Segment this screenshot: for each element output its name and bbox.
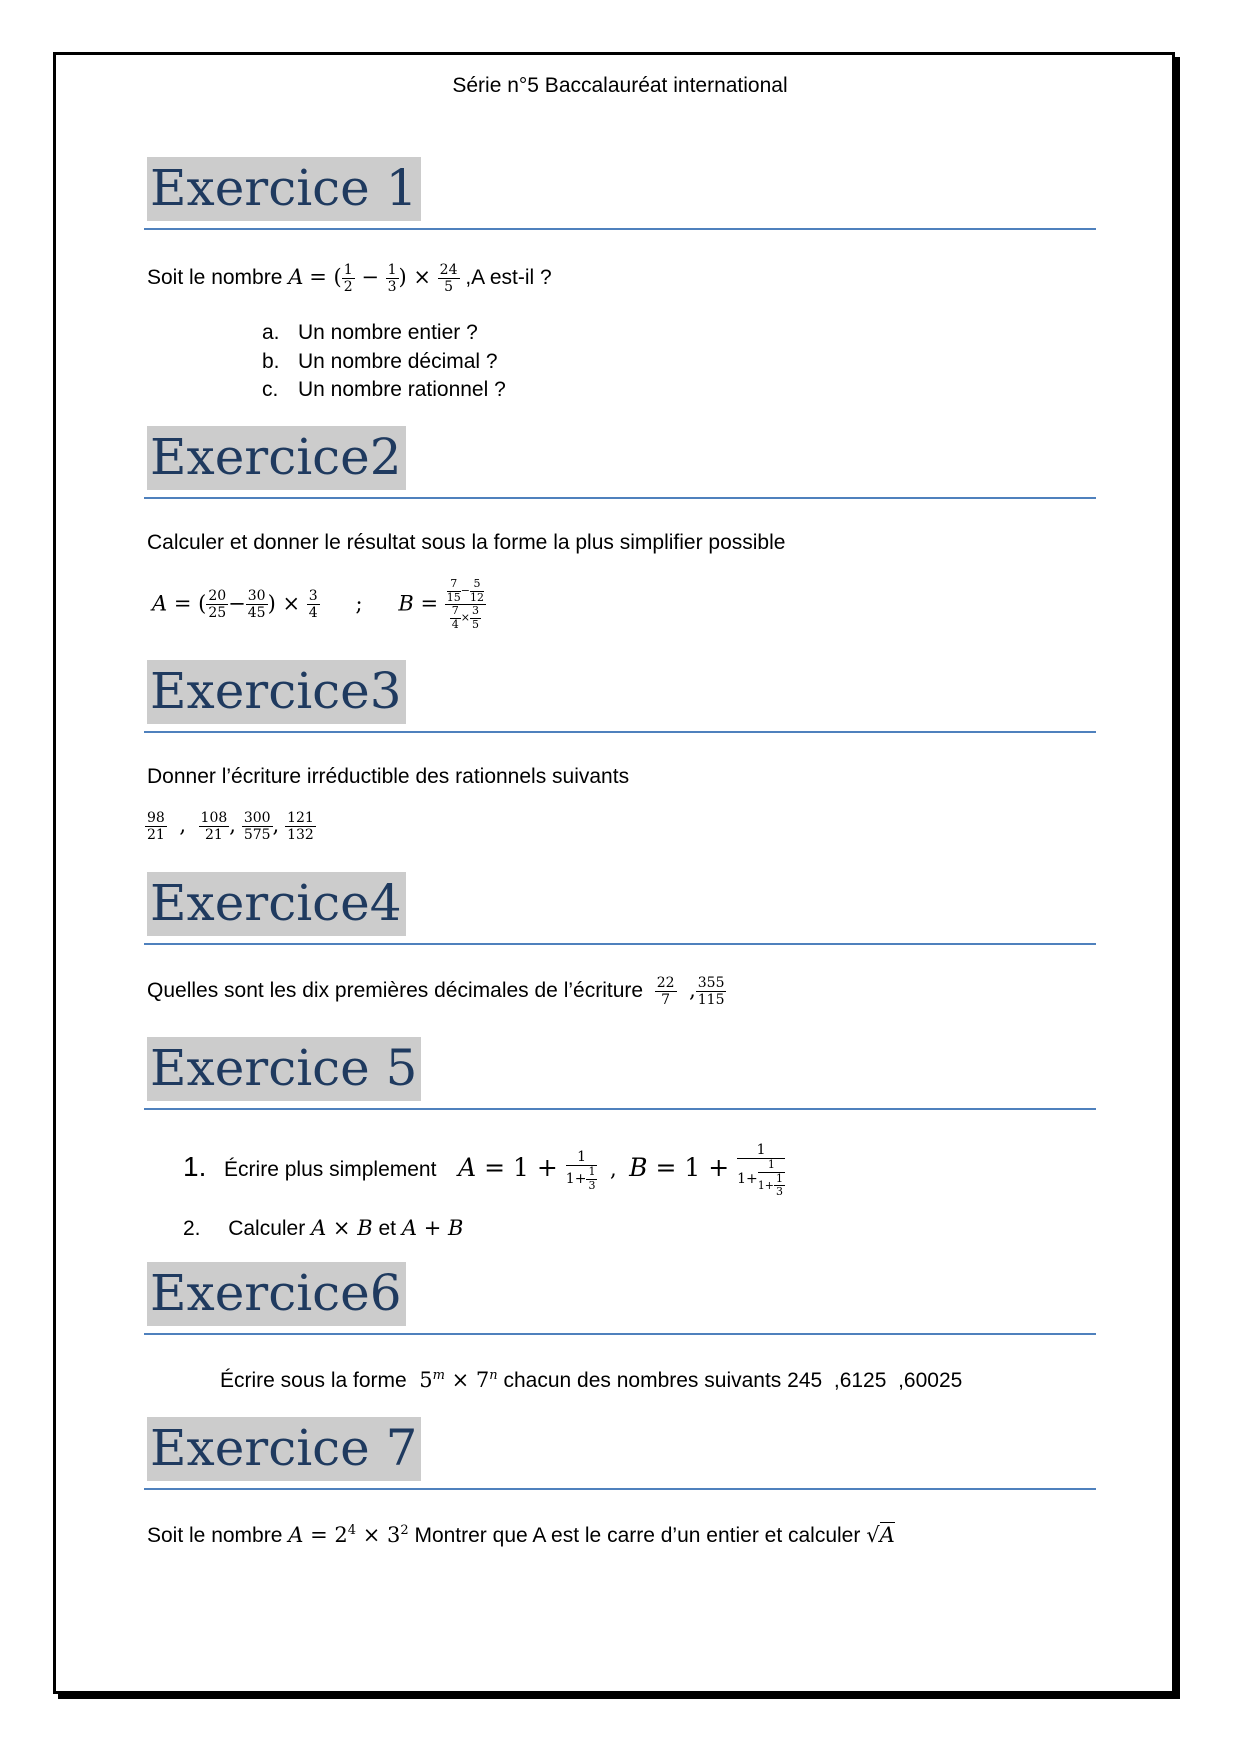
item-2-and: et bbox=[378, 1217, 396, 1240]
fraction: $\frac{121}{132}$ bbox=[287, 810, 314, 844]
exercise-5-title: Exercice 5 bbox=[147, 1037, 421, 1101]
page-header: Série n°5 Baccalauréat international bbox=[452, 74, 788, 97]
fraction: $\frac{300}{575}$ bbox=[243, 810, 271, 844]
exercise-1-options bbox=[262, 319, 506, 405]
exercise-1-suffix: ,A est-il ? bbox=[465, 266, 552, 290]
exercise-1-rule bbox=[144, 228, 1096, 230]
exercise-7-rule bbox=[144, 1488, 1096, 1490]
item-1-number: 1. bbox=[183, 1151, 207, 1183]
exercise-2-instruction: Calculer et donner le résultat sous la forme la plus simplifier possible bbox=[147, 531, 786, 554]
exercise-4-rule bbox=[144, 943, 1096, 945]
exercise-6-statement: Écrire sous la forme $5^m \times 7^n$ chacun des nombres suivants 245 ,6125 ,60025 bbox=[220, 1368, 963, 1392]
exercise-7-statement: Soit le nombre $A = 2^4 \times 3^2$ Montrer que A est le carre d’un entier et calculer √A bbox=[147, 1523, 895, 1547]
fraction: $\frac{22}{7}$ bbox=[656, 975, 675, 1009]
exercise-3-instruction: Donner l’écriture irréductible des rationnels suivants bbox=[147, 765, 630, 788]
exercise-6-title: Exercice6 bbox=[147, 1262, 406, 1326]
exercise-3-fractions: $\frac{98}{21}$ , $\frac{108}{21}$ , $\frac{300}{575}$ , $\frac{121}{132}$ bbox=[147, 810, 314, 844]
exercise-5-item-1: 1. Écrire plus simplement A = 1 + 1 1+ $\frac{1}{3}$ , B = 1 + 1 1+ 1 1+ $\frac{1}{3}$ bbox=[183, 1142, 783, 1199]
exercise-6-text-before: Écrire sous la forme bbox=[220, 1369, 407, 1392]
formula-separator: ; bbox=[355, 591, 363, 616]
fraction: $\frac{108}{21}$ bbox=[200, 810, 228, 844]
exercise-3-title: Exercice3 bbox=[147, 660, 406, 724]
exercise-1-prefix: Soit le nombre bbox=[147, 266, 283, 290]
exercise-4-title: Exercice4 bbox=[147, 872, 406, 936]
item-2-text: Calculer bbox=[228, 1217, 306, 1240]
exercise-3-rule bbox=[144, 731, 1096, 733]
option-a: a. Un nombre entier ? bbox=[262, 321, 478, 344]
exercise-6-rule bbox=[144, 1333, 1096, 1335]
exercise-5-rule bbox=[144, 1108, 1096, 1110]
exercise-4-instruction: Quelles sont les dix premières décimales de l’écriture bbox=[147, 979, 644, 1003]
exercise-1-statement: Soit le nombre A = ( $\frac{1}{2}$ − $\frac{1}{3}$ ) × $\frac{24}{5}$ ,A est-il ? bbox=[147, 262, 552, 296]
exercise-7-prefix: Soit le nombre bbox=[147, 1524, 283, 1547]
option-c: c. Un nombre rationnel ? bbox=[262, 378, 506, 401]
exercise-2-formulas: A = ( $\frac{20}{25}$ − $\frac{30}{45}$ ) × $\frac{3}{4}$ ; B = $\frac{7}{15}$ − $\frac{5}{12}$ $\frac{7}{4}$ × $\frac{3}{5}$ bbox=[152, 577, 485, 631]
exercise-2-title: Exercice2 bbox=[147, 426, 406, 490]
exercise-1-title: Exercice 1 bbox=[147, 157, 421, 221]
item-2-number: 2. bbox=[183, 1217, 201, 1240]
exercise-4-statement: Quelles sont les dix premières décimales de l’écriture $\frac{22}{7}$ , $\frac{355}{115}$ bbox=[147, 975, 725, 1009]
exercise-7-middle: Montrer que A est le carre d’un entier et calculer bbox=[414, 1524, 861, 1547]
fraction: $\frac{98}{21}$ bbox=[147, 810, 165, 844]
exercise-7-title: Exercice 7 bbox=[147, 1417, 421, 1481]
option-b: b. Un nombre décimal ? bbox=[262, 349, 498, 373]
item-1-text: Écrire plus simplement bbox=[224, 1158, 437, 1182]
exercise-2-rule bbox=[144, 497, 1096, 499]
exercise-6-numbers: 245 ,6125 ,60025 bbox=[787, 1369, 963, 1392]
exercise-1-formula: A bbox=[288, 265, 304, 290]
exercise-6-text-after: chacun des nombres suivants bbox=[503, 1369, 782, 1392]
fraction: $\frac{355}{115}$ bbox=[697, 975, 725, 1009]
exercise-5-item-2: 2. Calculer A × B et A + B bbox=[183, 1216, 464, 1240]
